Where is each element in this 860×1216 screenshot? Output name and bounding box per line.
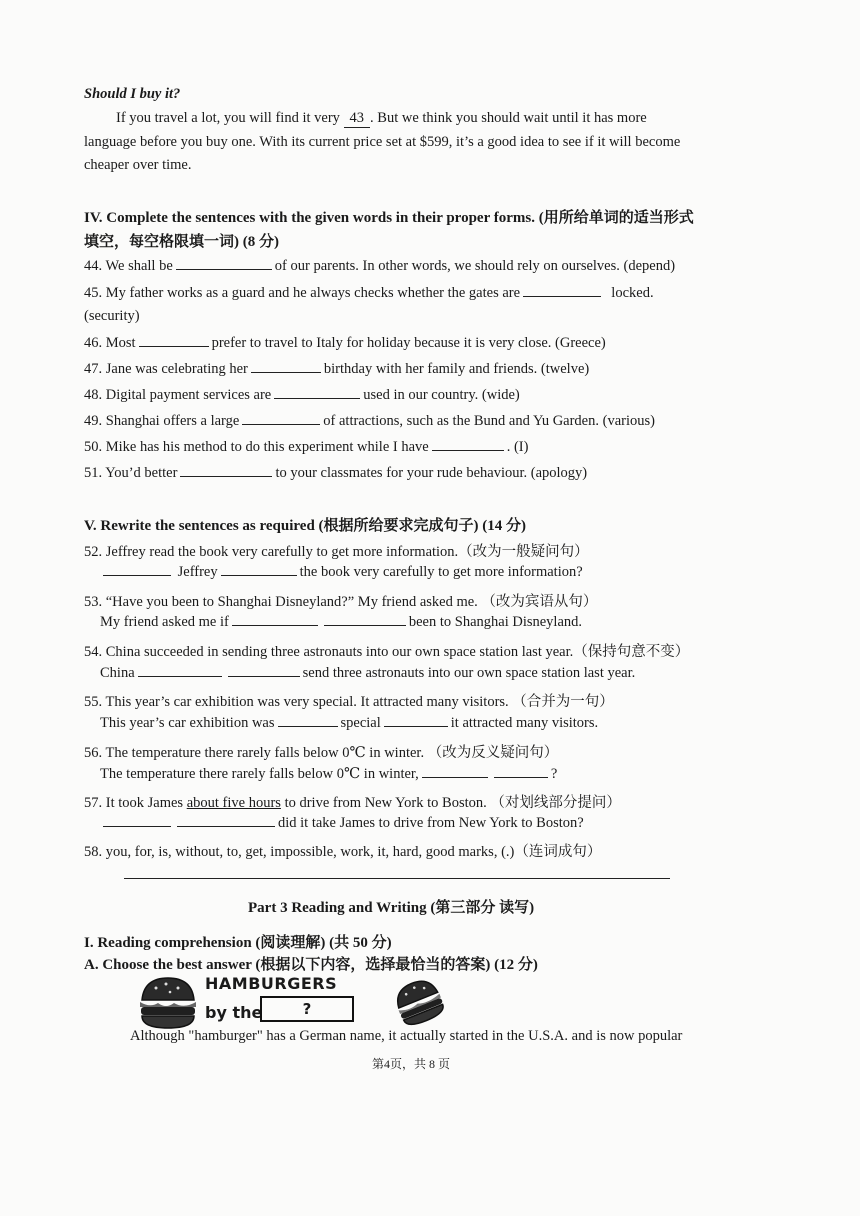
part3-title: Part 3 Reading and Writing (第三部分 读写): [248, 900, 535, 916]
answer-blank[interactable]: [103, 574, 171, 576]
passage-text: . But we think you should wait until it has more: [370, 110, 647, 126]
answer-blank[interactable]: [228, 675, 300, 677]
answer-blank[interactable]: [242, 423, 320, 425]
logo-question-box: ?: [260, 996, 354, 1022]
question-54: 54. China succeeded in sending three astronauts into our own space station last year.（保持句意不变）: [84, 644, 690, 660]
hamburger-tilted-icon: [392, 978, 446, 1026]
answer-blank[interactable]: [176, 268, 272, 270]
question-45: 45. My father works as a guard and he always checks whether the gates are locked.: [84, 285, 654, 301]
question-54-answer: China send three astronauts into our own space station last year.: [100, 665, 636, 681]
answer-blank[interactable]: [138, 675, 222, 677]
answer-blank[interactable]: [177, 825, 275, 827]
passage-line-2: language before you buy one. With its current price set at $599, it’s a good idea to see if it will become: [84, 134, 681, 150]
section5-title: V. Rewrite the sentences as required (根据所给要求完成句子) (14 分): [84, 518, 527, 534]
answer-blank[interactable]: [139, 345, 209, 347]
question-46: 46. Most prefer to travel to Italy for holiday because it is very close. (Greece): [84, 335, 606, 351]
question-53: 53. “Have you been to Shanghai Disneyland?” My friend asked me. （改为宾语从句）: [84, 594, 598, 610]
reading-title: I. Reading comprehension (阅读理解) (共 50 分): [84, 935, 392, 951]
passage-line-3: cheaper over time.: [84, 157, 192, 173]
question-56-answer: The temperature there rarely falls below 0℃ in winter, ?: [100, 766, 558, 782]
hamburger-icon: [136, 974, 200, 1032]
question-47: 47. Jane was celebrating her birthday with her family and friends. (twelve): [84, 361, 590, 377]
answer-blank[interactable]: [278, 725, 338, 727]
passage-line-1: [116, 110, 647, 128]
question-52-answer: Jeffrey the book very carefully to get more information?: [100, 564, 583, 581]
question-58: 58. you, for, is, without, to, get, impossible, work, it, hard, good marks, (.)（连词成句）: [84, 844, 602, 860]
answer-blank[interactable]: [432, 449, 504, 451]
passage-text: If you travel a lot, you will find it very: [116, 110, 340, 126]
underlined-phrase: about five hours: [186, 795, 281, 811]
answer-blank[interactable]: [180, 475, 272, 477]
answer-line-58[interactable]: [124, 878, 670, 879]
page-footer: 第4页，共 8 页: [372, 1057, 451, 1071]
question-51: 51. You’d better to your classmates for your rude behaviour. (apology): [84, 465, 588, 481]
answer-blank[interactable]: [324, 624, 406, 626]
answer-blank[interactable]: [232, 624, 318, 626]
answer-blank[interactable]: [422, 776, 488, 778]
answer-blank[interactable]: [384, 725, 448, 727]
logo-by: by the: [205, 1003, 263, 1022]
question-44: 44. We shall be of our parents. In other words, we should rely on ourselves. (depend): [84, 258, 676, 274]
answer-blank[interactable]: [103, 825, 171, 827]
question-55: 55. This year’s car exhibition was very special. It attracted many visitors. （合并为一句）: [84, 694, 614, 710]
question-48: 48. Digital payment services are used in our country. (wide): [84, 387, 520, 403]
passage-heading: Should I buy it?: [84, 86, 181, 102]
blank-43[interactable]: 43: [344, 110, 371, 128]
answer-blank[interactable]: [523, 295, 601, 297]
answer-blank[interactable]: [274, 397, 360, 399]
logo-title: HAMBURGERS: [205, 974, 338, 993]
question-52: 52. Jeffrey read the book very carefully to get more information.（改为一般疑问句）: [84, 544, 589, 560]
question-57: 57. It took James about five hours to drive from New York to Boston. （对划线部分提问）: [84, 795, 621, 811]
section4-title-2: 填空，每空格限填一词) (8 分): [84, 234, 279, 250]
section4-title-1: IV. Complete the sentences with the given words in their proper forms. (用所给单词的适当形式: [84, 210, 694, 226]
reading-intro: Although "hamburger" has a German name, it actually started in the U.S.A. and is now popular: [130, 1028, 683, 1044]
answer-blank[interactable]: [494, 776, 548, 778]
question-55-answer: This year’s car exhibition was special it attracted many visitors.: [100, 715, 599, 731]
reading-subtitle-a: A. Choose the best answer (根据以下内容，选择最恰当的答案) (12 分): [84, 957, 538, 973]
question-57-answer: did it take James to drive from New York to Boston?: [100, 815, 584, 832]
question-50: 50. Mike has his method to do this experiment while I have . (I): [84, 439, 529, 455]
question-45-hint: (security): [84, 308, 140, 324]
question-53-answer: My friend asked me if been to Shanghai Disneyland.: [100, 614, 583, 630]
question-49: 49. Shanghai offers a large of attractions, such as the Bund and Yu Garden. (various): [84, 413, 655, 429]
answer-blank[interactable]: [221, 574, 297, 576]
answer-blank[interactable]: [251, 371, 321, 373]
question-56: 56. The temperature there rarely falls below 0℃ in winter. （改为反义疑问句）: [84, 745, 559, 761]
